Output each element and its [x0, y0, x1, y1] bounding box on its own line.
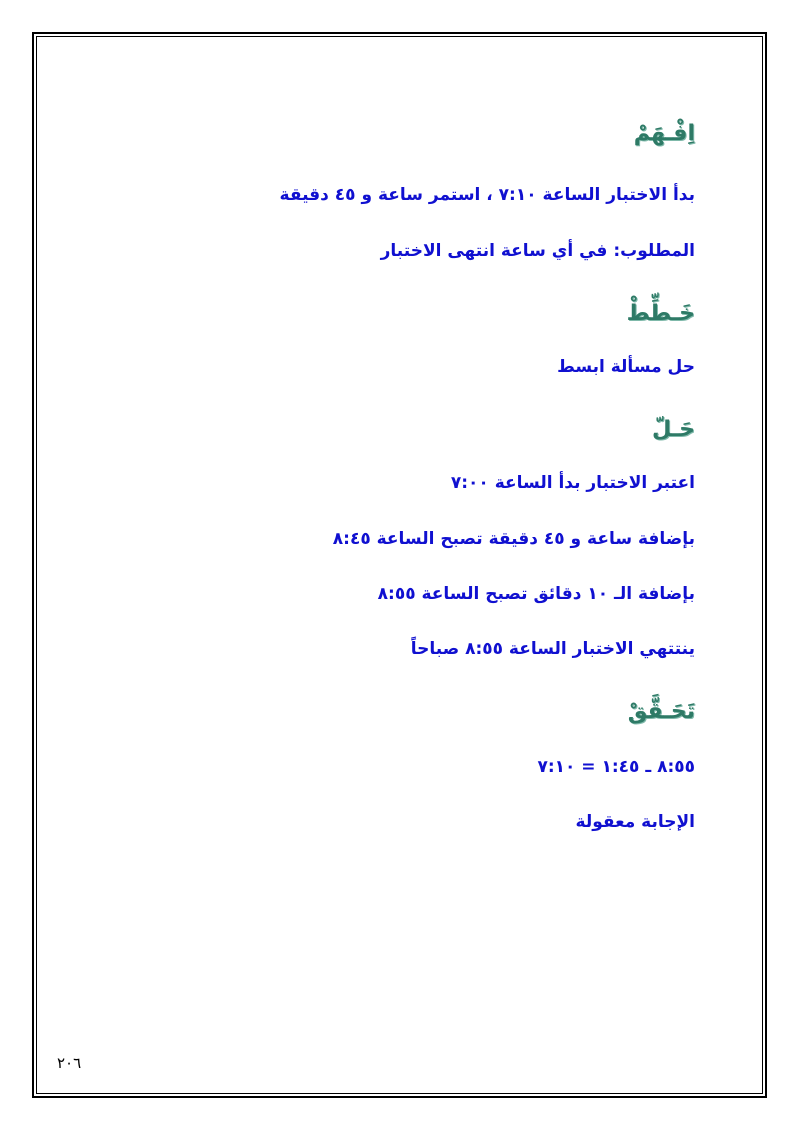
heading-understand: اِفْـهَمْ [633, 121, 695, 146]
check-equation: ٨:٥٥ ـ ١:٤٥ = ٧:١٠ [537, 757, 695, 777]
solve-step-4: ينتتهي الاختبار الساعة ٨:٥٥ صباحاً [410, 639, 695, 659]
heading-check: تَحَـقَّقْ [627, 699, 695, 724]
given-statement: بدأ الاختبار الساعة ٧:١٠ ، استمر ساعة و ٤٥ دقيقة [279, 185, 695, 205]
plan-statement: حل مسألة ابسط [557, 357, 695, 377]
heading-plan: خَـطِّطْ [626, 301, 695, 326]
solve-step-3: بإضافة الـ ١٠ دقائق تصبح الساعة ٨:٥٥ [377, 584, 695, 604]
heading-solve: حَـلّ [651, 417, 695, 442]
check-conclusion: الإجابة معقولة [575, 812, 695, 832]
solve-step-2: بإضافة ساعة و ٤٥ دقيقة تصبح الساعة ٨:٤٥ [332, 529, 695, 549]
solve-step-1: اعتبر الاختبار بدأ الساعة ٧:٠٠ [450, 473, 695, 493]
required-statement: المطلوب: في أي ساعة انتهى الاختبار [380, 241, 695, 261]
page-number: ٢٠٦ [57, 1054, 82, 1072]
